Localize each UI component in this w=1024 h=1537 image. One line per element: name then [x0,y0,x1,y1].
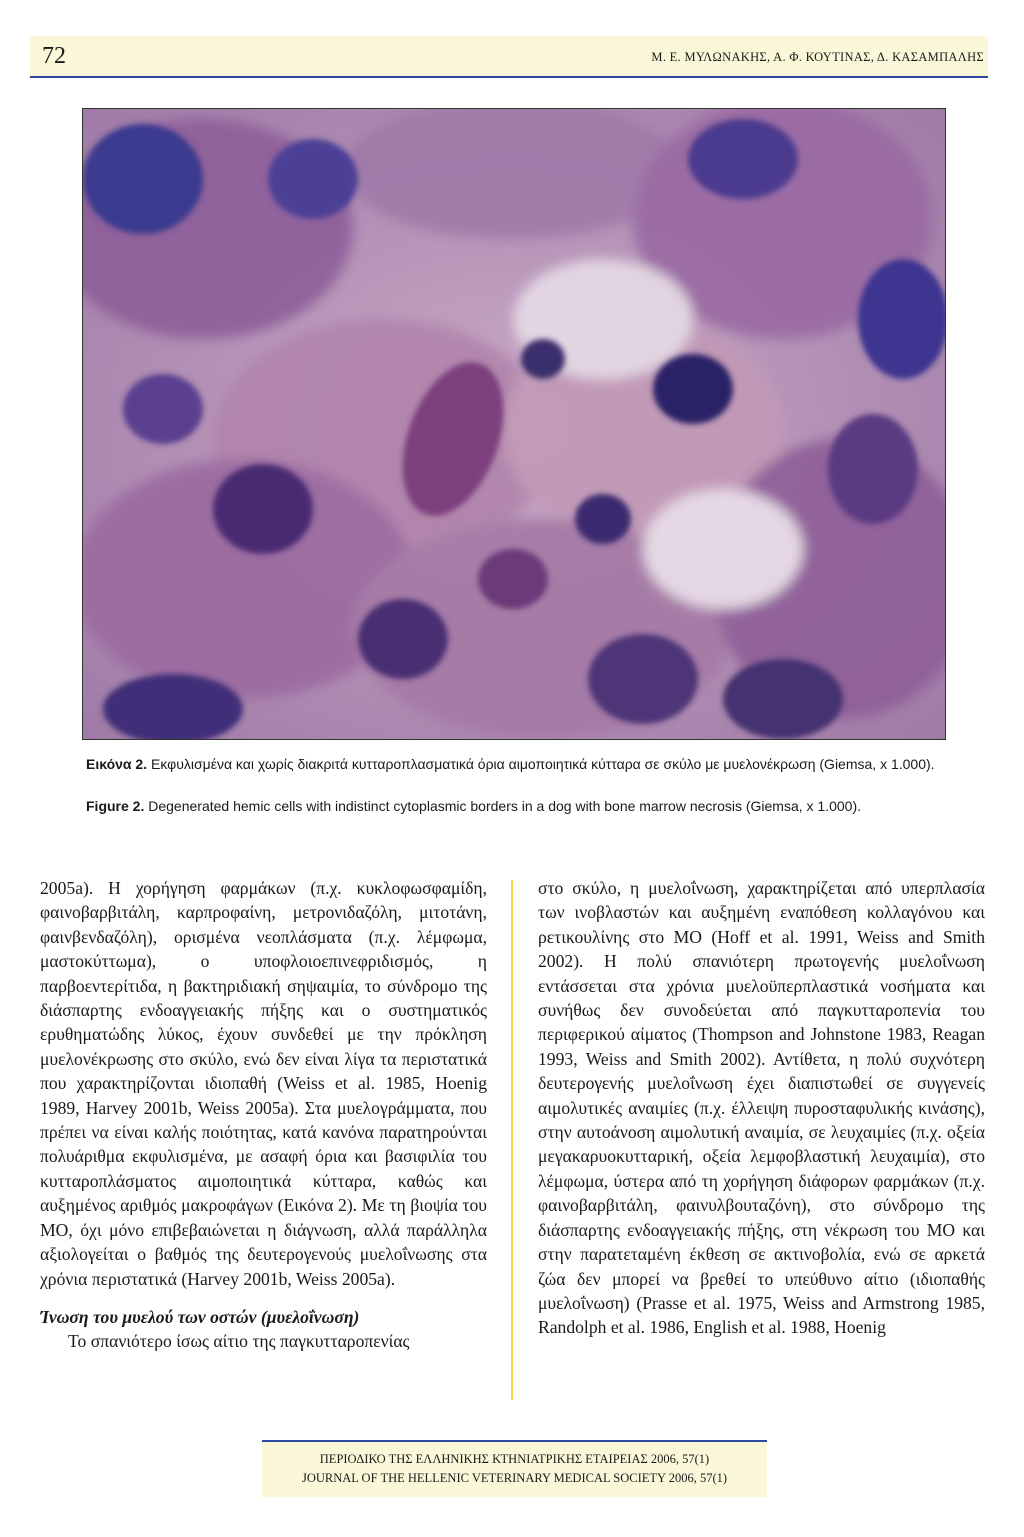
right-column [538,876,985,1340]
caption-text-greek: Εκφυλισμένα και χωρίς διακριτά κυτταροπλασματικά όρια αιμοποιητικά κύτταρα σε σκύλο με μυελονέκρωση (Giemsa, x 1.000). [147,756,935,772]
micrograph-figure [82,108,946,740]
column-divider [511,880,513,1400]
header-rule [30,76,988,78]
body-paragraph: Το σπανιότερο ίσως αίτιο της παγκυτταροπενίας [68,1331,410,1352]
footer-line-english: JOURNAL OF THE HELLENIC VETERINARY MEDICAL SOCIETY 2006, 57(1) [301,1471,728,1485]
footer-line-greek: ΠΕΡΙΟΔΙΚΟ ΤΗΣ ΕΛΛΗΝΙΚΗΣ ΚΤΗΝΙΑΤΡΙΚΗΣ ΕΤΑΙΡΕΙΑΣ 2006, 57(1) [319,1452,710,1466]
body-paragraph: 2005a). Η χορήγηση φαρμάκων (π.χ. κυκλοφωσφαμίδη, φαινοβαρβιτάλη, καρπροφαίνη, μετρονιδαζόλη, μιτοτάνη, φαινβενδαζόλη), ορισμένα νεοπλάσματα (π.χ. λέμφωμα, μαστοκύττωμα), ο υποφλοιοεπινεφριδισμός, η παρβοεντερίτιδα, η βακτηριδιακή σηψαιμία, το σύνδρομο της διάσπαρτης ενδοαγγειακής πήξης και ο συστηματικός ερυθηματώδης λύκος, έχουν συνδεθεί με την πρόκληση μυελονέκρωσης στο σκύλο, ενώ δεν είναι λίγα τα περιστατικά που χαρακτηρίζονται ιδιοπαθή (Weiss et al. 1985, Hoenig 1989, Harvey 2001b, Weiss 2005a). Στα μυελογράμματα, που πρέπει να είναι καλής ποιότητας, κατά κανόνα παρατηρούνται πολυάριθμα εκφυλισμένα, με ασαφή όρια και βασιφιλία του κυτταροπλάσματος αιμοποιητικά κύτταρα, καθώς και αυξημένος αριθμός μακροφάγων (Εικόνα 2). Με τη βιοψία του ΜΟ, όχι μόνο επιβεβαιώνεται η διάγνωση, αλλά παράλληλα αξιολογείται ο βαθμός της δευτερογενούς μυελοΐνωσης στα χρόνια περιστατικά (Harvey 2001b, Weiss 2005a). [40,878,487,1289]
running-head-authors: Μ. Ε. ΜΥΛΩΝΑΚΗΣ, Α. Φ. ΚΟΥΤΙΝΑΣ, Δ. ΚΑΣΑΜΠΑΛΗΣ [651,50,984,64]
figure-caption-greek [86,754,986,775]
caption-text-english: Degenerated hemic cells with indistinct cytoplasmic borders in a dog with bone marrow necrosis (Giemsa, x 1.000). [144,798,862,814]
section-heading: Ίνωση του μυελού των οστών (μυελοΐνωση) [40,1306,360,1327]
figure-caption-english [86,796,986,817]
caption-label-greek: Εικόνα 2. [86,756,148,772]
body-paragraph: στο σκύλο, η μυελοΐνωση, χαρακτηρίζεται από υπερπλασία των ινοβλαστών και αυξημένη εναπόθεση κολλαγόνου και ρετικουλίνης στο ΜΟ (Hoff et al. 1991, Weiss and Smith 2002). Η πολύ σπανιότερη πρωτογενής μυελοΐνωση εντάσσεται στα χρόνια μυελοϋπερπλαστικά νοσήματα και συνήθως δεν συνοδεύεται από παγκυτταροπενία του περιφερικού αίματος (Thompson and Johnstone 1983, Reagan 1993, Weiss and Smith 2002). Αντίθετα, η πολύ συχνότερη δευτερογενής μυελοΐνωση έχει διαπιστωθεί σε συγγενείς αιμολυτικές αναιμίες (π.χ. έλλειψη πυροσταφυλικής κινάσης), στην αυτοάνοση αιμολυτική αναιμία, σε λευχαιμίες (π.χ. οξεία μεγακαρυοκυτταρική, οξεία λεμφοβλαστική λευχαιμία), στο λέμφωμα, ύστερα από τη χορήγηση διάφορων φαρμάκων (π.χ. φαινοβαρβιτάλη, φαινυλβουταζόνη), στο σύνδρομο της διάσπαρτης ενδοαγγειακής πήξης, στη νέκρωση του ΜΟ και στην παρατεταμένη έκθεση σε ακτινοβολία, ενώ σε αρκετά ζώα δεν μπορεί να βρεθεί το υπεύθυνο αίτιο (ιδιοπαθής μυελοΐνωση) (Prasse et al. 1975, Weiss and Armstrong 1985, Randolph et al. 1986, English et al. 1988, Hoenig [538,878,985,1338]
journal-footer [262,1442,767,1497]
page-number: 72 [42,43,66,69]
caption-label-english: Figure 2. [86,798,145,814]
left-column [40,876,487,1354]
micrograph-image [83,109,945,739]
